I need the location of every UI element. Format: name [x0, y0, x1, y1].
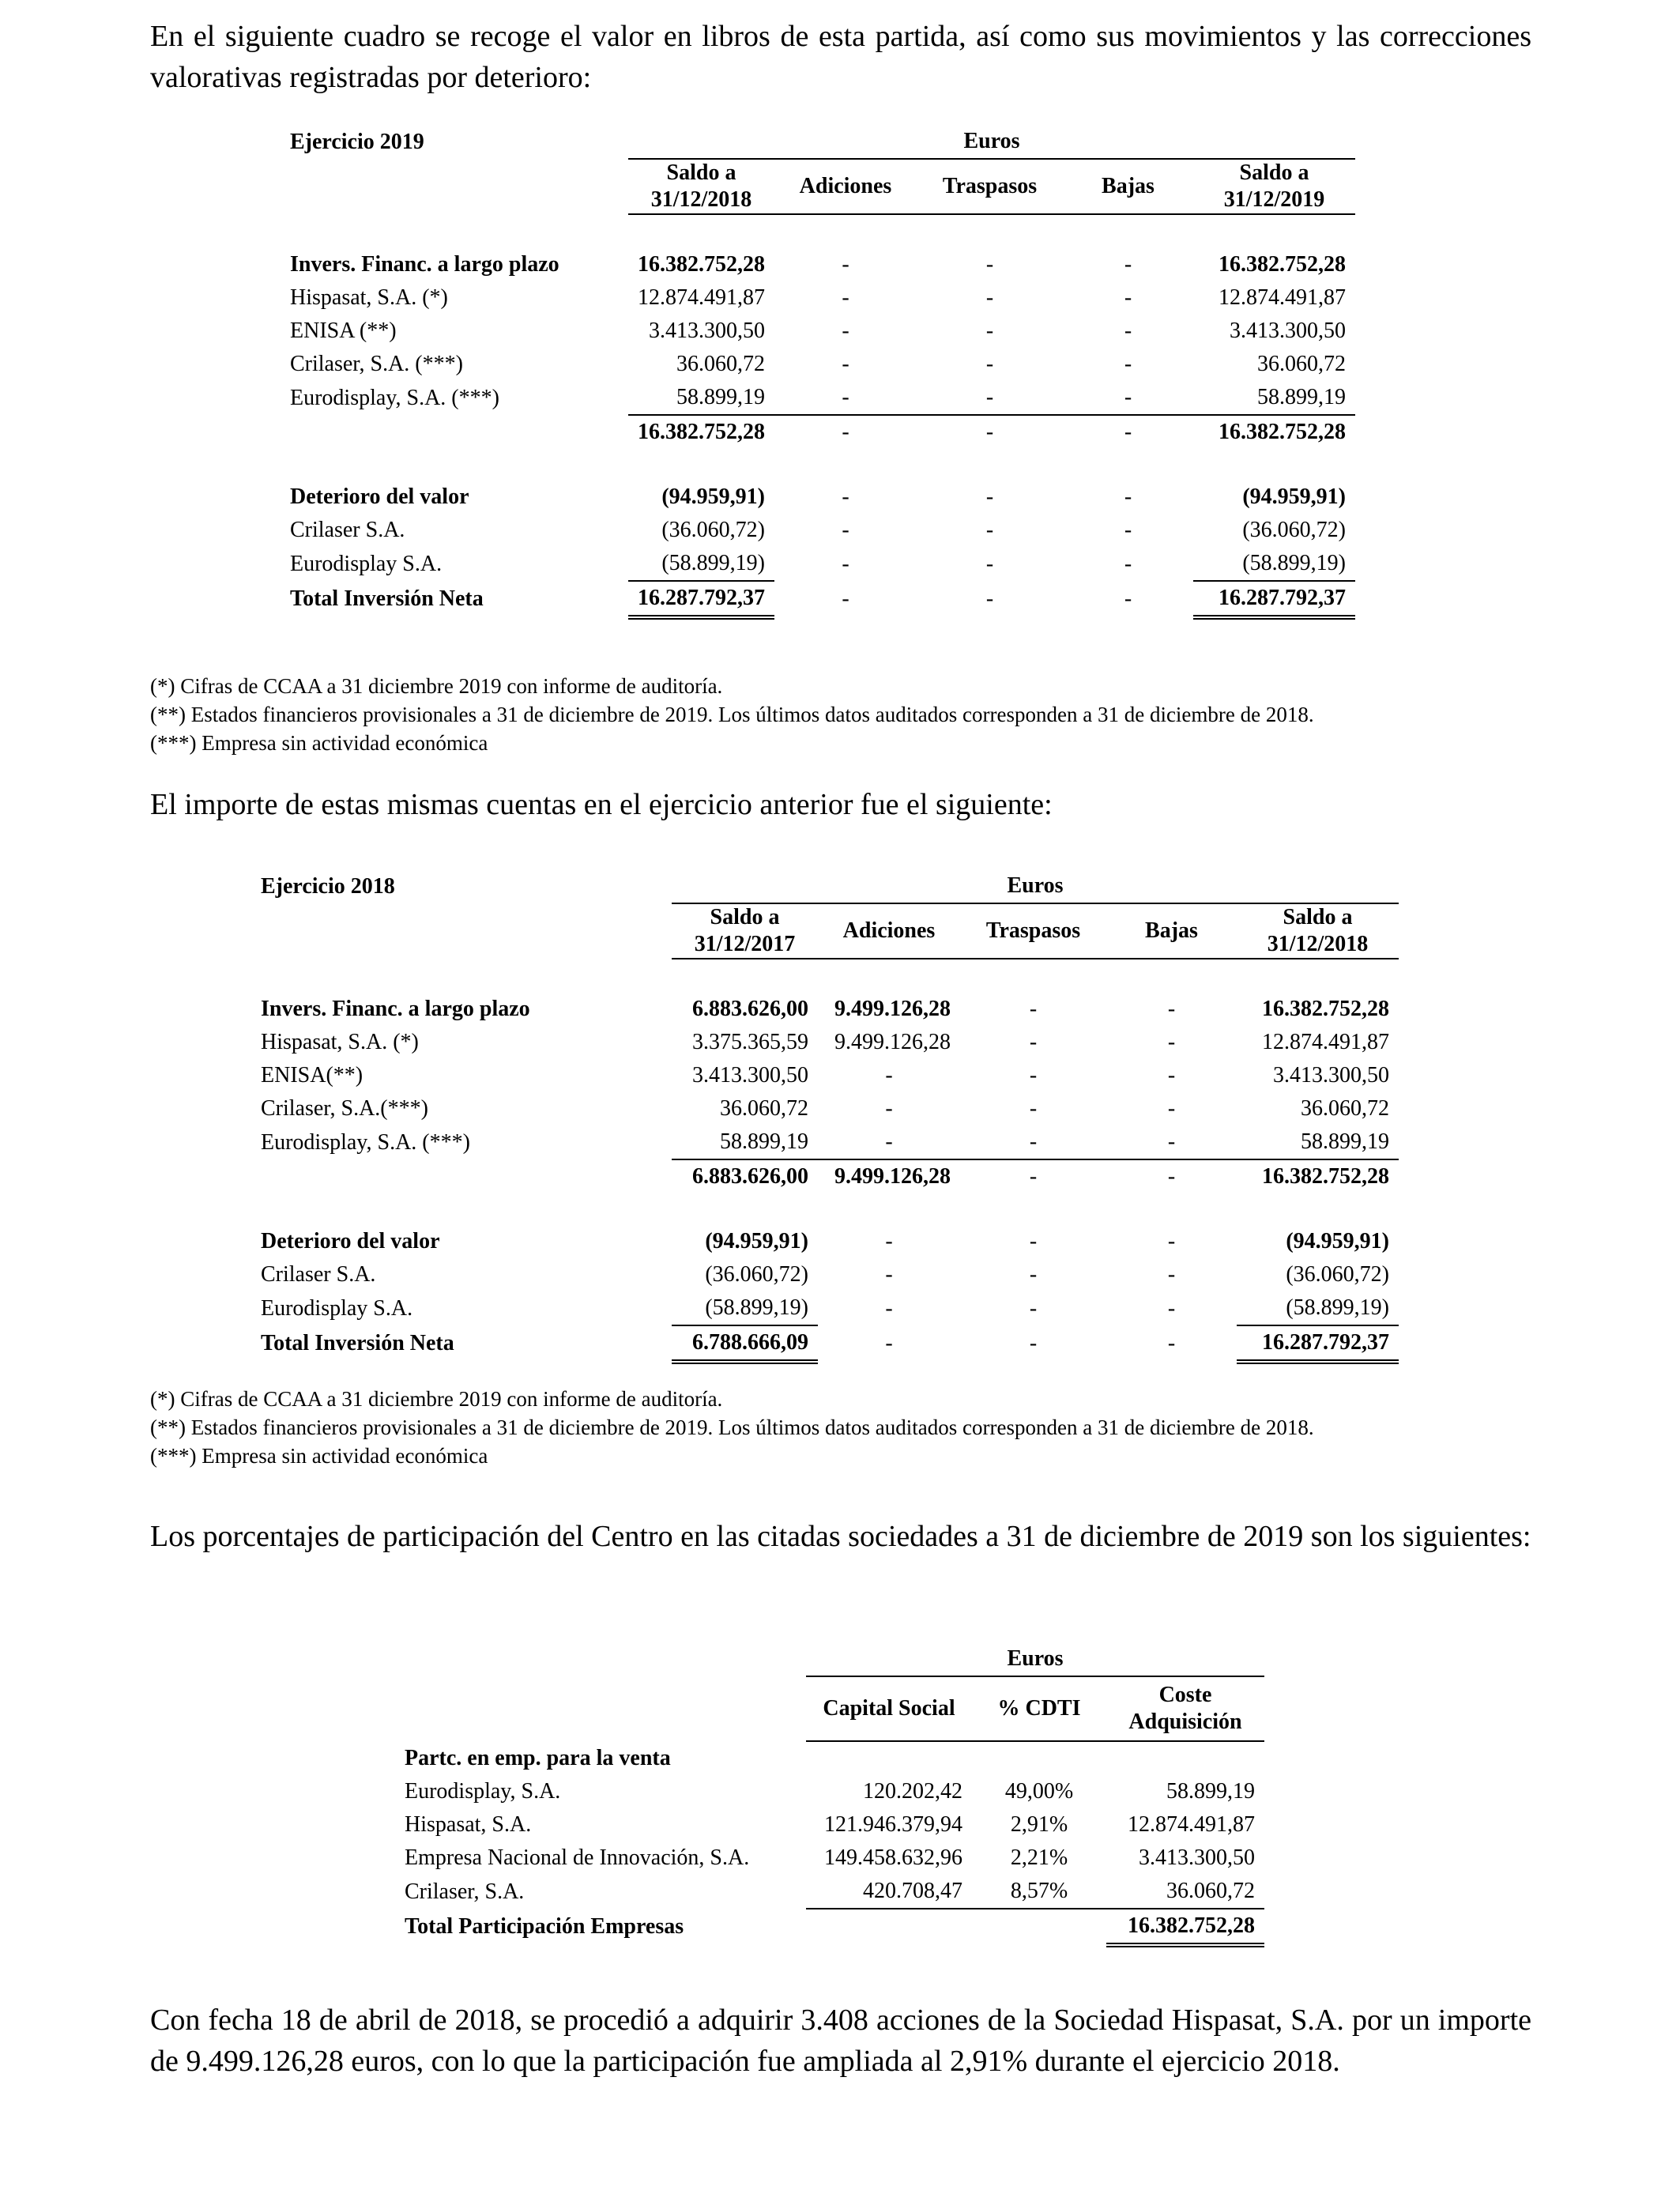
table-row: Eurodisplay S.A. (58.899,19) - - - (58.899,19)	[281, 547, 1355, 581]
intro-paragraph: En el siguiente cuadro se recoge el valor en libros de esta partida, así como sus movimientos y las correcciones valorativas registradas por deterioro:	[150, 20, 1531, 94]
col-header: Bajas	[1106, 903, 1237, 959]
euros-header: Euros	[806, 1642, 1264, 1676]
table-row: Crilaser S.A. (36.060,72) - - - (36.060,72)	[290, 518, 1346, 542]
footnote: (***) Empresa sin actividad económica	[150, 1444, 488, 1468]
col-header: Capital Social	[806, 1676, 972, 1741]
euros-header: Euros	[672, 869, 1399, 903]
subtotal-row: 16.382.752,28 - - - 16.382.752,28	[638, 420, 1346, 444]
table-row: Hispasat, S.A. 121.946.379,94 2,91% 12.874.491,87	[405, 1812, 1255, 1837]
table-2019-title: Ejercicio 2019	[290, 129, 424, 154]
table-row: Empresa Nacional de Innovación, S.A. 149.458.632,96 2,21% 3.413.300,50	[405, 1845, 1255, 1870]
col-header: Adiciones	[774, 159, 917, 214]
table-row: Crilaser, S.A. 420.708,47 8,57% 36.060,72	[395, 1875, 1264, 1909]
prev-year-paragraph: El importe de estas mismas cuentas en el ejercicio anterior fue el siguiente:	[150, 788, 1053, 821]
table-2018-title: Ejercicio 2018	[261, 873, 395, 899]
footnote: (**) Estados financieros provisionales a 31 de diciembre de 2019. Los últimos datos auditados corresponden a 31 de diciembre de 2018.	[150, 703, 1314, 726]
table-row: Hispasat, S.A. (*) 12.874.491,87 - - - 12.874.491,87	[290, 285, 1346, 310]
col-header: Saldo a 31/12/2018	[628, 159, 774, 214]
table-row: Deterioro del valor (94.959,91) - - - (94.959,91)	[290, 484, 1346, 509]
footnote: (***) Empresa sin actividad económica	[150, 731, 488, 755]
total-row: Total Inversión Neta 6.788.666,09 - - - 16.287.792,37	[251, 1325, 1399, 1362]
table-row: Invers. Financ. a largo plazo 6.883.626,00 9.499.126,28 - - 16.382.752,28	[261, 997, 1389, 1021]
col-header: Bajas	[1063, 159, 1193, 214]
table-row: ENISA(**) 3.413.300,50 - - - 3.413.300,50	[261, 1063, 1389, 1088]
col-header: Adiciones	[818, 903, 960, 959]
table-row: Eurodisplay, S.A. 120.202,42 49,00% 58.899,19	[405, 1779, 1255, 1804]
total-row: Total Participación Empresas 16.382.752,28	[395, 1909, 1264, 1945]
footnotes-2018	[150, 1385, 1314, 1470]
footnote: (**) Estados financieros provisionales a 31 de diciembre de 2019. Los últimos datos auditados corresponden a 31 de diciembre de 2018.	[150, 1416, 1314, 1439]
footnote: (*) Cifras de CCAA a 31 diciembre 2019 con informe de auditoría.	[150, 1387, 723, 1411]
col-header: Traspasos	[917, 159, 1063, 214]
col-header: Saldo a 31/12/2019	[1193, 159, 1355, 214]
col-header: Traspasos	[960, 903, 1106, 959]
table-row: Eurodisplay, S.A. (***) 58.899,19 - - - 58.899,19	[281, 381, 1355, 415]
participation-table	[395, 1642, 1264, 1947]
table-2018	[251, 869, 1399, 1364]
section-label: Partc. en emp. para la venta	[405, 1745, 671, 1770]
subtotal-row: 6.883.626,00 9.499.126,28 - - 16.382.752,28	[692, 1164, 1389, 1189]
table-row: Crilaser S.A. (36.060,72) - - - (36.060,72)	[261, 1262, 1389, 1287]
col-header: Saldo a 31/12/2017	[672, 903, 818, 959]
closing-paragraph: Con fecha 18 de abril de 2018, se procedió a adquirir 3.408 acciones de la Sociedad Hispasat, S.A. por un importe de 9.499.126,28 euros, con lo que la participación fue ampliada al 2,91% durante el ejercicio 2018.	[150, 2004, 1531, 2078]
col-header: Coste Adquisición	[1106, 1676, 1264, 1741]
total-row: Total Inversión Neta 16.287.792,37 - - - 16.287.792,37	[281, 581, 1355, 617]
table-row: Eurodisplay, S.A. (***) 58.899,19 - - - 58.899,19	[251, 1125, 1399, 1159]
table-row: Hispasat, S.A. (*) 3.375.365,59 9.499.126,28 - - 12.874.491,87	[261, 1030, 1389, 1054]
table-2019	[281, 125, 1355, 620]
table-row: Eurodisplay S.A. (58.899,19) - - - (58.899,19)	[251, 1291, 1399, 1325]
col-header: % CDTI	[972, 1676, 1106, 1741]
percentages-paragraph: Los porcentajes de participación del Centro en las citadas sociedades a 31 de diciembre de 2019 son los siguientes:	[150, 1520, 1531, 1553]
footnote: (*) Cifras de CCAA a 31 diciembre 2019 con informe de auditoría.	[150, 674, 723, 698]
table-row: Deterioro del valor (94.959,91) - - - (94.959,91)	[261, 1229, 1389, 1253]
col-header: Saldo a 31/12/2018	[1237, 903, 1399, 959]
table-row: Invers. Financ. a largo plazo 16.382.752,28 - - - 16.382.752,28	[290, 252, 1346, 277]
table-row: ENISA (**) 3.413.300,50 - - - 3.413.300,50	[290, 319, 1346, 343]
table-row: Crilaser, S.A.(***) 36.060,72 - - - 36.060,72	[261, 1096, 1389, 1121]
table-row: Crilaser, S.A. (***) 36.060,72 - - - 36.060,72	[290, 352, 1346, 376]
euros-header: Euros	[628, 125, 1355, 159]
footnotes-2019	[150, 672, 1314, 757]
